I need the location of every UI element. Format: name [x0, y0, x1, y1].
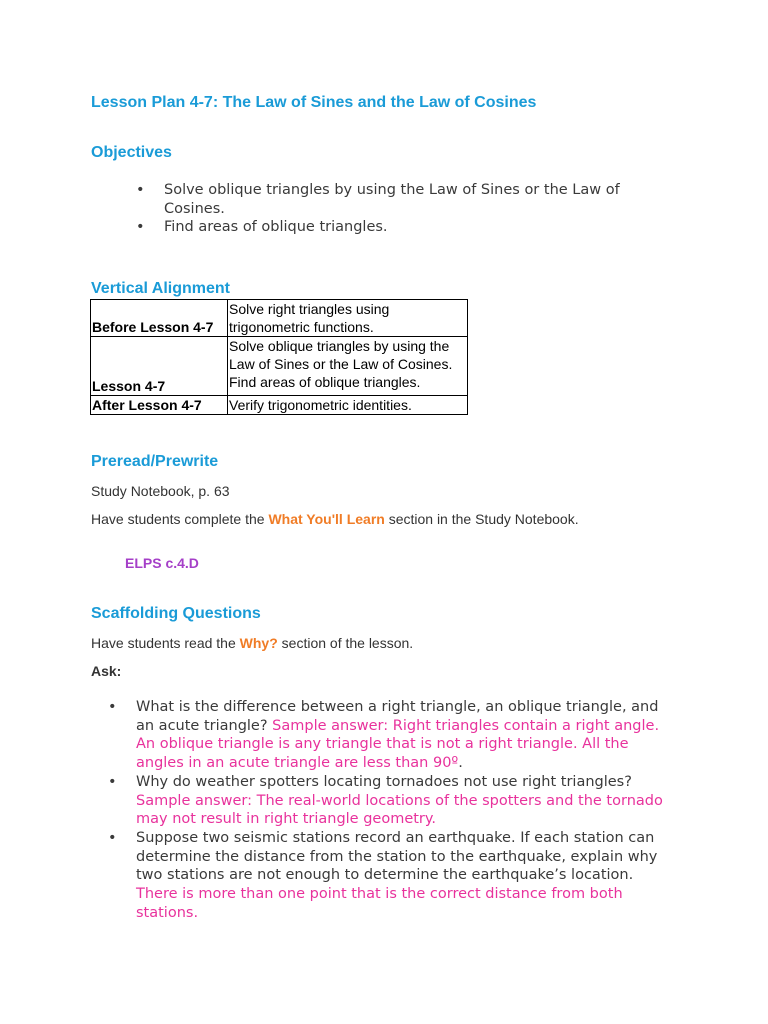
question-text: Why do weather spotters locating tornadoes not use right triangles? — [136, 773, 632, 790]
table-cell-desc — [228, 337, 468, 396]
question-text: What is the difference between a right triangle, an oblique triangle, and an acute triangle? — [136, 699, 659, 734]
instruction-text: Have students complete the — [91, 511, 269, 527]
table-cell-desc: Verify trigonometric identities. — [228, 396, 468, 415]
table-row — [91, 337, 468, 396]
table-cell-label: Before Lesson 4-7 — [91, 300, 228, 337]
list-item — [108, 698, 678, 773]
sample-answer: Sample answer: Right triangles contain a right angle. An oblique triangle is any triangle that is not a right triangle. All the angles in an acute triangle are less than 90º — [136, 717, 660, 772]
question-text: Suppose two seismic stations record an earthquake. If each station can determine the distance from the station to the earthquake, explain why two stations are not enough to determine the earthquake’s location. — [136, 829, 658, 884]
preread-heading: Preread/Prewrite — [91, 453, 219, 470]
what-youll-learn-highlight: What You'll Learn — [268, 511, 385, 527]
preread-instruction — [91, 511, 579, 527]
scaffolding-instruction — [91, 635, 413, 651]
elps-code: ELPS c.4.D — [125, 555, 199, 571]
table-cell-line: Solve oblique triangles by using the Law of Sines or the Law of Cosines. — [229, 338, 453, 372]
instruction-text: section of the lesson. — [277, 635, 414, 651]
scaffolding-heading: Scaffolding Questions — [91, 605, 261, 622]
table-row — [91, 300, 468, 337]
vertical-alignment-table — [90, 299, 468, 415]
table-row — [91, 396, 468, 415]
table-cell-line: Find areas of oblique triangles. — [229, 374, 421, 390]
questions-list — [108, 698, 678, 922]
vertical-alignment-heading: Vertical Alignment — [91, 280, 230, 297]
table-cell-label: After Lesson 4-7 — [91, 396, 228, 415]
list-item — [108, 829, 678, 923]
list-item — [108, 773, 678, 829]
sample-answer: Sample answer: The real-world locations of the spotters and the tornado may not result in right triangle geometry. — [136, 792, 663, 828]
question-tail: . — [458, 755, 463, 772]
study-notebook-ref: Study Notebook, p. 63 — [91, 483, 230, 499]
instruction-text: section in the Study Notebook. — [384, 511, 579, 527]
table-cell-label: Lesson 4-7 — [91, 337, 228, 396]
list-item: • Find areas of oblique triangles. — [136, 218, 656, 237]
table-cell-desc: Solve right triangles using trigonometric functions. — [228, 300, 468, 337]
page-title: Lesson Plan 4-7: The Law of Sines and the Law of Cosines — [91, 94, 537, 111]
objectives-list — [136, 181, 656, 237]
ask-label: Ask: — [91, 663, 122, 679]
objectives-heading: Objectives — [91, 144, 172, 161]
sample-answer: There is more than one point that is the correct distance from both stations. — [136, 886, 623, 921]
list-item: • Solve oblique triangles by using the Law of Sines or the Law of Cosines. — [136, 181, 656, 218]
instruction-text: Have students read the — [91, 635, 240, 651]
why-highlight: Why? — [239, 635, 278, 651]
